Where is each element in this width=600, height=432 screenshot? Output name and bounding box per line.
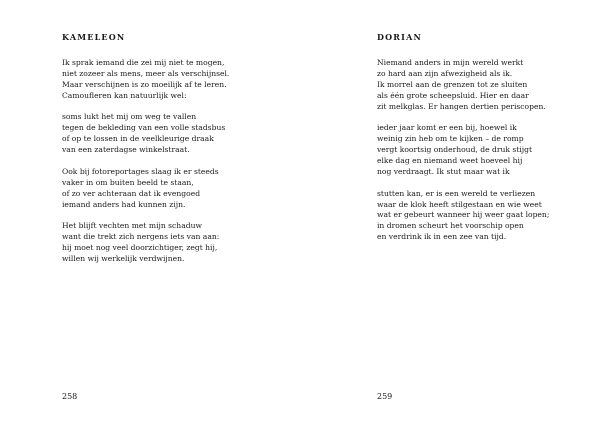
poem-line: zo hard aan zijn afwezigheid als ik. [377, 68, 513, 78]
poem-line: hij moet nog veel doorzichtiger, zegt hij, [62, 243, 218, 253]
poem-line: Ook bij fotoreportages slaag ik er steeds [62, 166, 219, 176]
poem-line: of op te lossen in de veelkleurige draak [62, 134, 214, 144]
stanza [62, 112, 229, 156]
poem-line: Het blijft vechten met mijn schaduw [62, 221, 202, 231]
poem-line: Ik morrel aan de grenzen tot ze sluiten [377, 79, 528, 89]
poem-line: wat er gebeurt wanneer hij weer gaat lopen; [377, 210, 550, 220]
poem-line: vaker in om buiten beeld te staan, [62, 177, 194, 187]
poem-line: Camoufleren kan natuurlijk wel: [62, 90, 187, 100]
poem-line: als één grote scheepsluid. Hier en daar [377, 90, 529, 100]
poem-body [377, 58, 549, 254]
stanza [377, 58, 549, 112]
poem-line: stutten kan, er is een wereld te verliezen [377, 188, 536, 198]
stanza [62, 221, 229, 265]
stanza [62, 167, 229, 211]
right-page [300, 0, 600, 432]
poem-line: zit melkglas. Er hangen dertien periscopen. [377, 101, 546, 111]
poem-line: elke dag en niemand weet hoeveel hij [377, 156, 523, 166]
page-number: 259 [377, 392, 393, 401]
poem-line: vergt koortsig onderhoud, de druk stijgt [377, 145, 533, 155]
stanza [62, 58, 229, 102]
poem-line: Maar verschijnen is zo moeilijk af te leren. [62, 79, 227, 89]
poem-line: want die trekt zich nergens iets van aan: [62, 232, 220, 242]
poem-line: waar de klok heeft stilgestaan en wie weet [377, 199, 542, 209]
poem-body [62, 58, 229, 276]
poem-line: ieder jaar komt er een bij, hoewel ik [377, 123, 517, 133]
stanza [377, 123, 549, 177]
poem-line: nog verdraagt. Ik stut maar wat ik [377, 166, 510, 176]
poem-title: KAMELEON [62, 32, 126, 42]
poem-line: iemand anders had kunnen zijn. [62, 199, 186, 209]
poem-line: niet zozeer als mens, meer als verschijnsel. [62, 68, 230, 78]
poem-line: tegen de bekleding van een volle stadsbus [62, 123, 226, 133]
poem-line: soms lukt het mij om weg te vallen [62, 112, 197, 122]
poem-line: en verdrink ik in een zee van tijd. [377, 232, 507, 242]
poem-title: DORIAN [377, 32, 423, 42]
page-number: 258 [62, 392, 78, 401]
poem-line: weinig zin heb om te kijken – de romp [377, 134, 524, 144]
poem-line: van een zaterdagse winkelstraat. [62, 145, 190, 155]
poem-line: willen wij werkelijk verdwijnen. [62, 254, 185, 264]
poem-line: of zo ver achteraan dat ik evengoed [62, 188, 201, 198]
stanza [377, 189, 549, 243]
poem-line: Niemand anders in mijn wereld werkt [377, 58, 524, 67]
poem-line: in dromen scheurt het voorschip open [377, 221, 524, 231]
poem-line: Ik sprak iemand die zei mij niet te mogen, [62, 58, 225, 67]
